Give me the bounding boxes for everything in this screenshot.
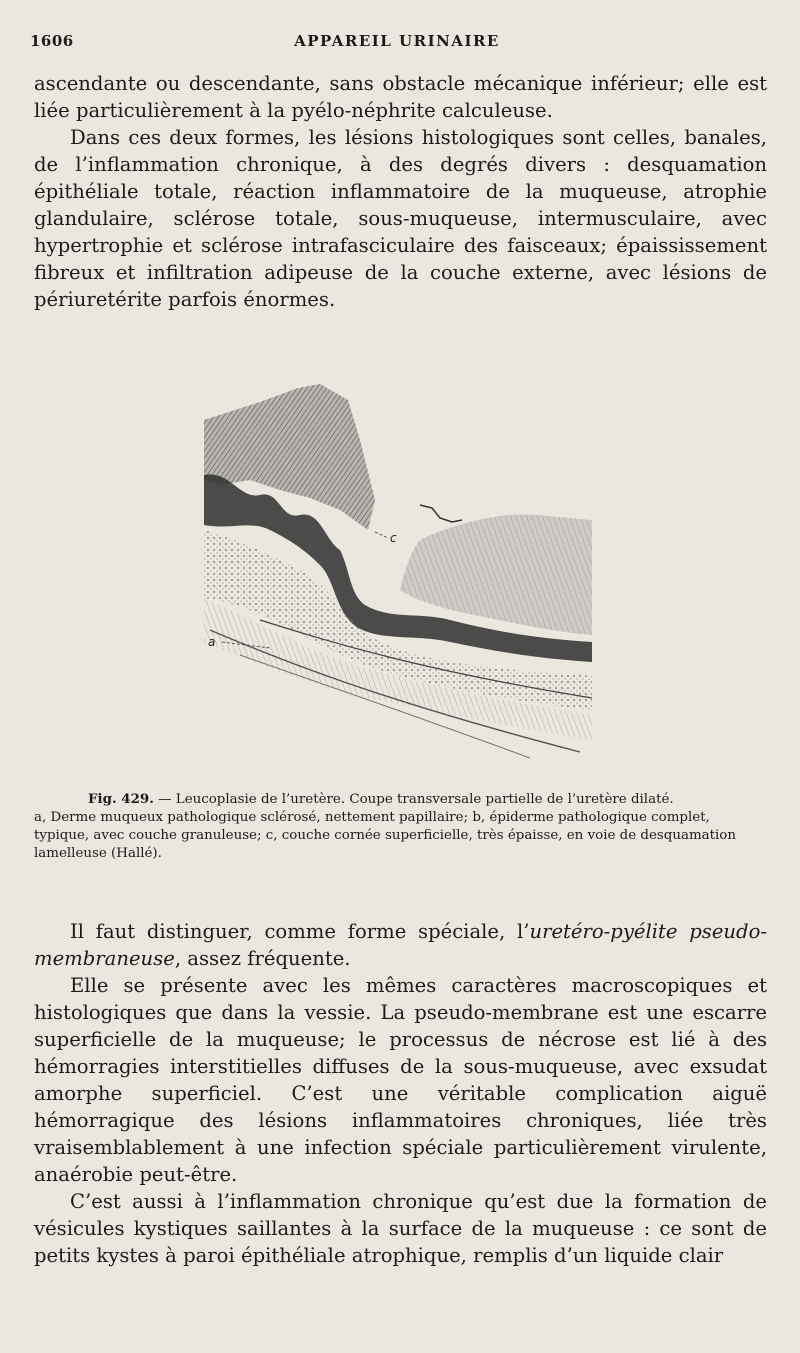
paragraph: ascendante ou descendante, sans obstacle mécanique inférieur; elle est liée particulièrement à la pyélo-néphrite calculeuse.	[34, 72, 767, 122]
text-block-before-figure	[34, 70, 767, 313]
page-number: 1606	[30, 32, 74, 50]
text-block-after-figure	[34, 918, 767, 1269]
paragraph-end: , assez fréquente.	[174, 947, 351, 970]
paragraph: C’est aussi à l’inflammation chronique qu’est due la formation de vésicules kystiques saillantes à la surface de la muqueuse : ce sont de petits kystes à paroi épithéliale atrophique, remplis d’un liquide clair	[34, 1190, 767, 1267]
running-title: APPAREIL URINAIRE	[294, 32, 500, 50]
histology-figure	[200, 380, 600, 775]
figure-number: Fig. 429.	[88, 791, 154, 807]
caption-title: — Leucoplasie de l’uretère. Coupe transversale partielle de l’uretère dilaté.	[153, 792, 674, 807]
figure-label-c: c	[390, 531, 397, 545]
italic-term: uretéro-pyélite pseudo-membraneuse	[34, 920, 767, 970]
figure-label-a: a	[208, 635, 216, 649]
paragraph: Dans ces deux formes, les lésions histologiques sont celles, banales, de l’inflammation chronique, à des degrés divers : desquamation épithéliale totale, réaction inflammatoire de la muqueuse, atrophie glandulaire, sclérose totale, sous-muqueuse, intermusculaire, avec hypertrophie et sclérose intrafasciculaire des faisceaux; épaississement fibreux et infiltration adipeuse de la couche externe, avec lésions de périuretérite parfois énormes.	[34, 126, 767, 311]
caption-title-line	[34, 790, 767, 809]
figure-caption	[34, 790, 767, 863]
paragraph: Elle se présente avec les mêmes caractères macroscopiques et histologiques que dans la vessie. La pseudo-membrane est une escarre superficielle de la muqueuse; le processus de nécrose est lié à des hémorragies interstitielles diffuses de la sous-muqueuse, avec exsudat amorphe superficiel. C’est une véritable complication aiguë hémorragique des lésions inflammatoires chroniques, liée très vraisemblablement à une infection spéciale particulièrement virulente, anaérobie peut-être.	[34, 974, 767, 1186]
running-header	[30, 32, 764, 56]
paragraph	[34, 918, 767, 972]
histology-illustration	[200, 380, 600, 775]
paragraph-start: Il faut distinguer, comme forme spéciale, l’	[70, 920, 530, 943]
caption-legend: a, Derme muqueux pathologique sclérosé, nettement papillaire; b, épiderme pathologique complet, typique, avec couche granuleuse; c, couche cornée superficielle, très épaisse, en voie de desquamation lamelleuse (Hallé).	[34, 810, 736, 861]
